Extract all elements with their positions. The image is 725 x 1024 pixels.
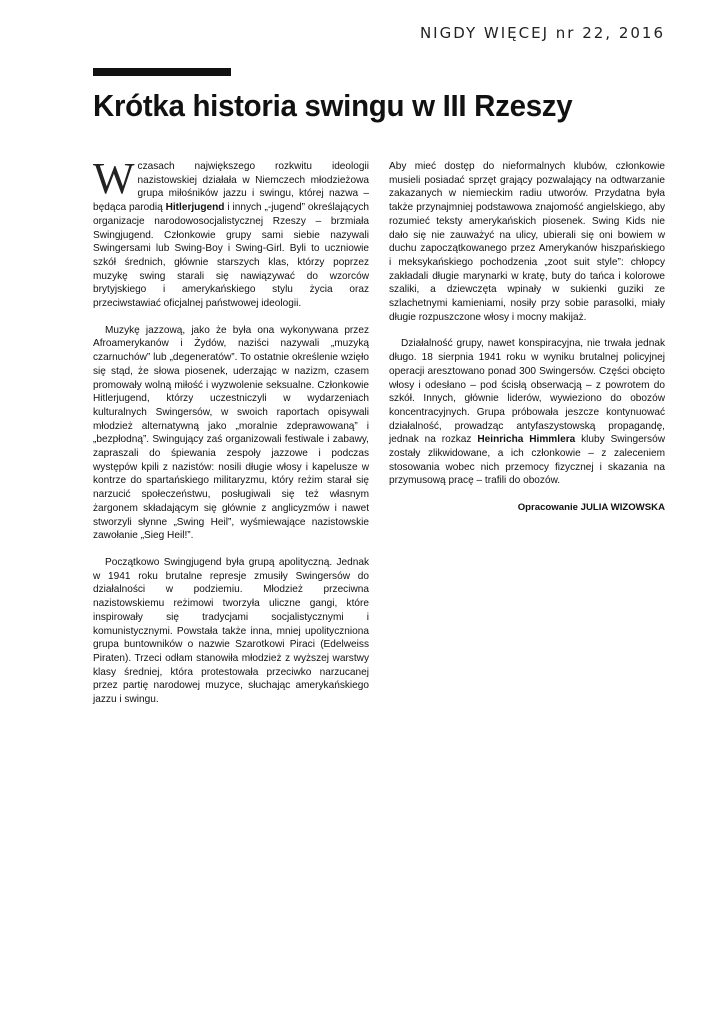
running-head: NIGDY WIĘCEJ nr 22, 2016 (419, 24, 665, 42)
column-right (389, 160, 665, 515)
paragraph-4: Aby mieć dostęp do nieformalnych klubów, członkowie musieli posiadać sprzęt grający pozwalający na odtwarzanie zakazanych w niemieckim radiu utworów. Przydatna była także przynajmniej podstawowa znajomość angielskiego, aby rozumieć teksty amerykańskich piosenek. Swing Kids nie dało się nie zauważyć na ulicy, ubierali się oni bowiem w duchu zapoczątkowanego przez Amerykanów hiszpańskiego i meksykańskiego pochodzenia „zoot suit style”: chłopcy zakładali długie marynarki w kratę, buty do tańca i kolorowe szaliki, a dziewczęta wpinały w sukienki guziki ze szlachetnymi kamieniami, nosiły przy sobie parasolki, miały długie rozpuszczone włosy i mocny makijaż. (389, 161, 665, 323)
paragraph-2: Muzykę jazzową, jako że była ona wykonywana przez Afroamerykanów i Żydów, naziści nazywali „muzyką czarnuchów” lub „degeneratów”. To ostatnie określenie wzięło się stąd, że słowa piosenek, uderzając w nazizm, czasem promowały wolną miłość i wyzwolenie seksualne. Członkowie Hitlerjugend, którzy uczestniczyli w wydarzeniach kulturalnych Swingersów, w swoich raportach opisywali młodzież alternatywną jako „moralnie zdeprawowaną” i „bezpłodną”. Swingujący zaś organizowali festiwale i zabawy, zapraszali do śpiewania zespoły jazzowe i podczas występów kpili z nazistów: nosili długie włosy i kapelusze w kontrze do spartańskiego militaryzmu, który reżim starał się narzucić społeczeństwu, posługiwali się też własnym żargonem składającym się głównie z anglicyzmów i nawet stworzyli słynne „Swing Heil”, wyśmiewające nazistowskie zawołanie „Sieg Heil!”. (93, 324, 369, 542)
column-left (93, 154, 369, 720)
article-title: Krótka historia swingu w III Rzeszy (93, 88, 573, 123)
paragraph-5-text-b: kluby Swingersów zostały zlikwidowane, a ich członkowie – z zaleceniem stosowania wobec nich przemocy fizycznej i skazania na przymusową pracę – trafili do obozów. (389, 434, 665, 487)
title-rule (93, 68, 231, 76)
drop-cap: W (93, 154, 135, 203)
paragraph-3: Początkowo Swingjugend była grupą apolityczną. Jednak w 1941 roku brutalne represje zmusiły Swingersów do działalności w podziemiu. Młodzież przeciwna nazistowskiemu reżimowi tworzyła uliczne gangi, które inspirowały się tradycjami socjalistycznymi i komunistycznymi. Powstała także inna, mniej upolityczniona grupa buntowników o nazwie Szarotkowi Piraci (Edelweiss Piraten). Trzeci odłam stanowiła młodzież z wyższej warstwy klasy średniej, która protestowała przeciwko narzucanej przez partię narodowej muzyce, słuchając amerykańskiego jazzu i swingu. (93, 556, 369, 706)
author-signature: Opracowanie JULIA WIZOWSKA (517, 502, 665, 514)
paragraph-5 (389, 337, 665, 488)
paragraph-5-text-a: Działalność grupy, nawet konspiracyjna, nie trwała jednak długo. 18 sierpnia 1941 roku w wyniku brutalnej policyjnej operacji aresztowano ponad 300 Swingersów. Części obcięto włosy i odesłano – pod ścisłą obserwacją – z powrotem do szkół. Innych, głównie liderów, wywieziono do obozów koncentracyjnych. Grupa próbowała jeszcze kontynuować działalność, prowadząc antyfaszystowską propagandę, jednak na rozkaz (389, 338, 665, 446)
paragraph-5-bold: Heinricha Himmlera (477, 434, 576, 446)
paragraph-1-text-a: czasach największego rozkwitu ideologii nazistowskiej działała w Niemczech młodzieżowa grupa miłośników jazzu i swingu, której nazwa – będąca parodią (93, 161, 369, 214)
paragraph-1 (93, 154, 369, 311)
paragraph-1-bold: Hitlerjugend (165, 202, 225, 214)
paragraph-1-text-b: i innych „-jugend” określających organizacje narodowosocjalistycznej Rzeszy – brzmiała Swingjugend. Członkowie grupy sami siebie nazywali Swingersami lub Swing-Boy i Swing-Girl. Byli to uczniowie szkół średnich, głównie starszych klas, którzy poprzez muzykę swing starali się nawiązywać do wzorców brytyjskiego i amerykańskiego stylu życia oraz przeciwstawiać oficjalnej państwowej ideologii. (93, 202, 369, 310)
